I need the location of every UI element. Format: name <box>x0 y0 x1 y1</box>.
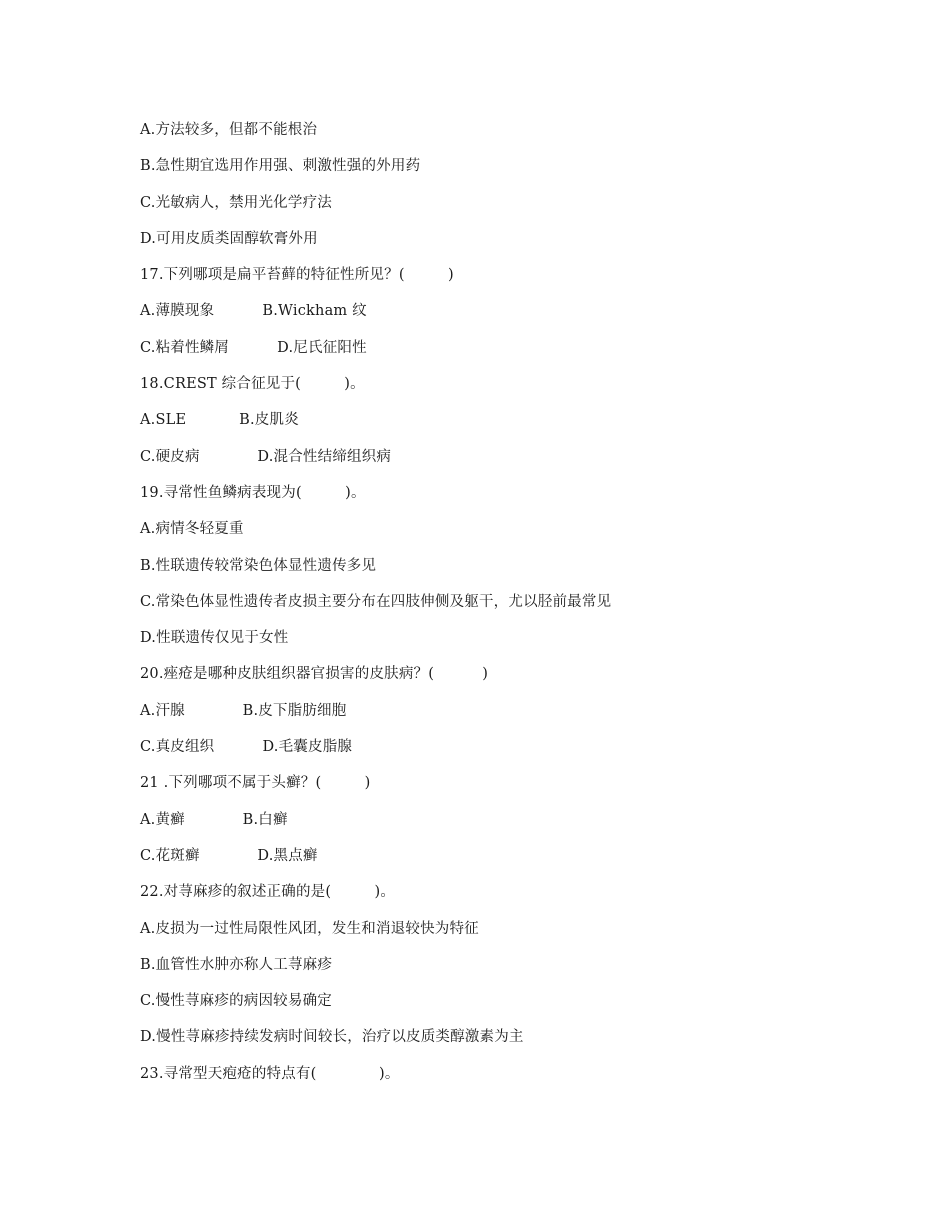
options-20-ab: A.汗腺 B.皮下脂肪细胞 <box>140 702 347 719</box>
question-20: 20.痤疮是哪种皮肤组织器官损害的皮肤病？( ) <box>140 666 489 683</box>
question-17: 17.下列哪项是扁平苔藓的特征性所见？( ) <box>140 267 454 284</box>
question-list <box>140 118 860 1098</box>
option-19-b: B.性联遗传较常染色体显性遗传多见 <box>140 557 377 574</box>
options-17-cd: C.粘着性鳞屑 D.尼氏征阳性 <box>140 339 367 356</box>
question-23: 23.寻常型天疱疮的特点有( )。 <box>140 1065 400 1082</box>
options-20-cd: C.真皮组织 D.毛囊皮脂腺 <box>140 739 353 756</box>
question-22: 22.对荨麻疹的叙述正确的是( )。 <box>140 884 396 901</box>
option-19-a: A.病情冬轻夏重 <box>140 521 244 538</box>
options-21-cd: C.花斑癣 D.黑点癣 <box>140 847 318 864</box>
options-18-cd: C.硬皮病 D.混合性结缔组织病 <box>140 448 392 465</box>
option-22-d: D.慢性荨麻疹持续发病时间较长，治疗以皮质类醇激素为主 <box>140 1029 524 1046</box>
question-21: 21 .下列哪项不属于头癣？( ) <box>140 775 371 792</box>
option-22-c: C.慢性荨麻疹的病因较易确定 <box>140 993 332 1010</box>
option-22-a: A.皮损为一过性局限性风团，发生和消退较快为特征 <box>140 920 479 937</box>
option-line: B.急性期宜选用作用强、刺激性强的外用药 <box>140 158 421 175</box>
option-line: C.光敏病人，禁用光化学疗法 <box>140 194 332 211</box>
option-line: D.可用皮质类固醇软膏外用 <box>140 230 318 247</box>
option-19-d: D.性联遗传仅见于女性 <box>140 630 289 647</box>
options-18-ab: A.SLE B.皮肌炎 <box>140 412 299 429</box>
options-21-ab: A.黄癣 B.白癣 <box>140 811 288 828</box>
option-line: A.方法较多，但都不能根治 <box>140 122 318 138</box>
options-17-ab: A.薄膜现象 B.Wickham 纹 <box>140 303 367 320</box>
option-22-b: B.血管性水肿亦称人工荨麻疹 <box>140 956 333 973</box>
question-19: 19.寻常性鱼鳞病表现为( )。 <box>140 484 366 501</box>
question-18: 18.CREST 综合征见于( )。 <box>140 376 365 393</box>
option-19-c: C.常染色体显性遗传者皮损主要分布在四肢伸侧及躯干，尤以胫前最常见 <box>140 593 612 610</box>
